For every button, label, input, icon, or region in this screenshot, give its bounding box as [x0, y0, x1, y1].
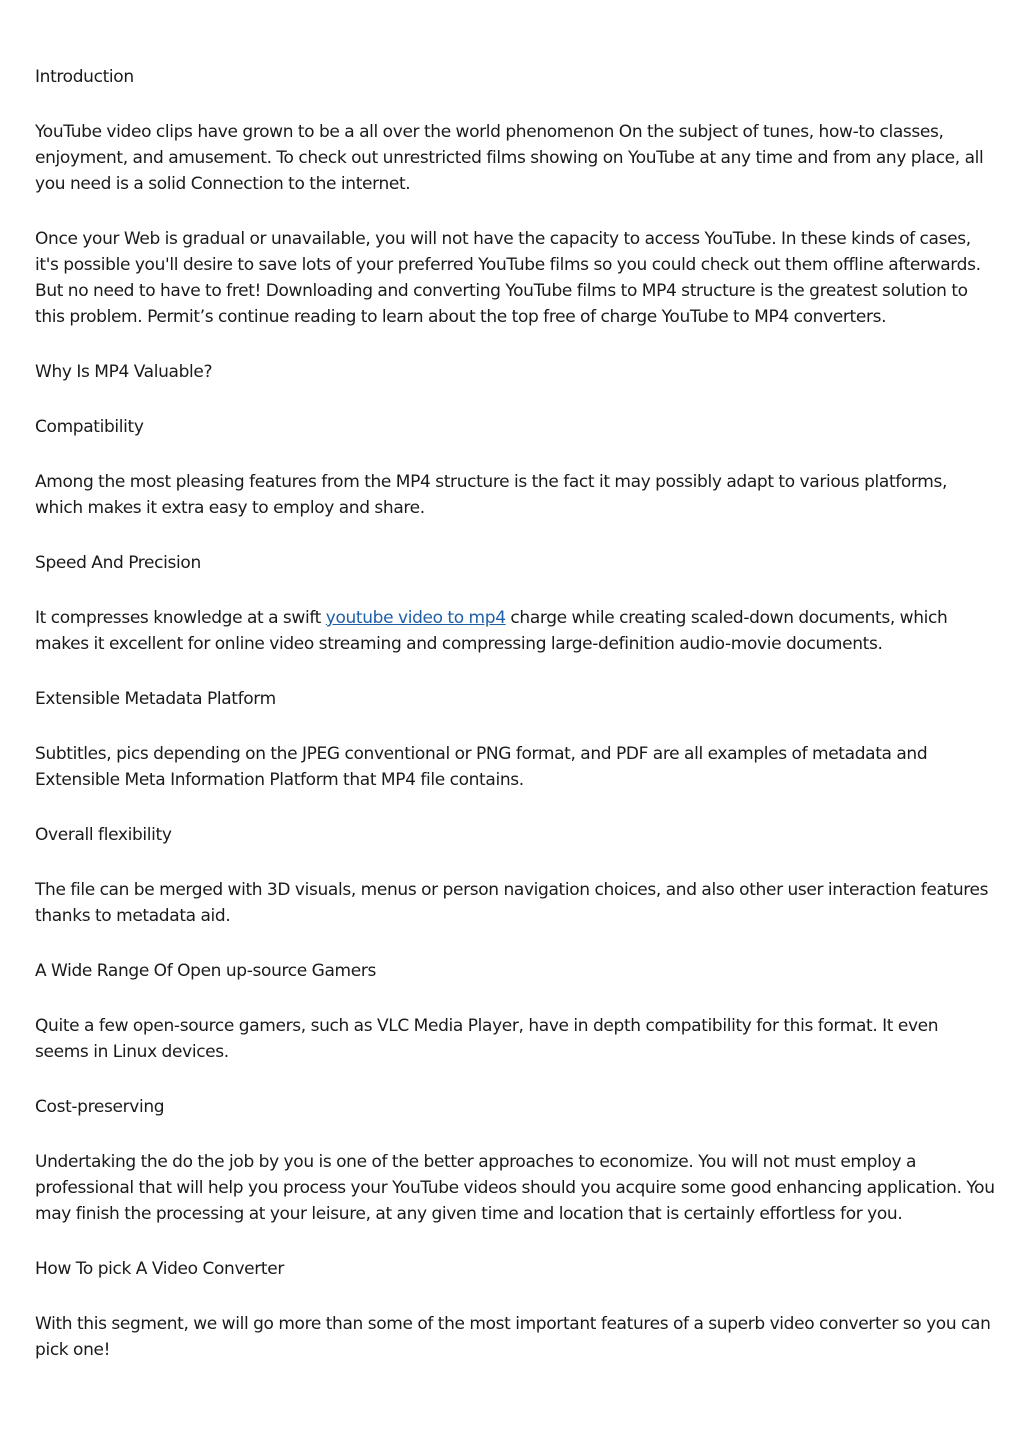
- heading-speed-precision: Speed And Precision: [35, 553, 201, 573]
- heading-metadata-platform: Extensible Metadata Platform: [35, 689, 276, 709]
- paragraph-speed: [35, 605, 995, 657]
- paragraph-cost: Undertaking the do the job by you is one of the better approaches to economize. You will not must employ a professional that will help you process your YouTube videos should you acquire some good enhancing application. You may finish the processing at your leisure, at any given time and location that is certainly effortless for you.: [35, 1152, 995, 1224]
- speed-text-after: charge while creating scaled-down documents, which makes it excellent for online video streaming and compressing large-definition audio-movie documents.: [35, 608, 948, 654]
- paragraph-metadata: Subtitles, pics depending on the JPEG conventional or PNG format, and PDF are all examples of metadata and Extensible Meta Information Platform that MP4 file contains.: [35, 744, 928, 790]
- heading-open-source-gamers: A Wide Range Of Open up-source Gamers: [35, 961, 376, 981]
- speed-text-before: It compresses knowledge at a swift: [35, 608, 326, 628]
- heading-why-mp4: Why Is MP4 Valuable?: [35, 362, 213, 382]
- paragraph-flexibility: The file can be merged with 3D visuals, menus or person navigation choices, and also other user interaction features thanks to metadata aid.: [35, 880, 989, 926]
- paragraph-intro-2: Once your Web is gradual or unavailable, you will not have the capacity to access YouTube. In these kinds of cases, it's possible you'll desire to save lots of your preferred YouTube films so you could check out them offline afterwards. But no need to have to fret! Downloading and converting YouTube films to MP4 structure is the greatest solution to this problem. Permit’s continue reading to learn about the top free of charge YouTube to MP4 converters.: [35, 229, 981, 327]
- heading-pick-converter: How To pick A Video Converter: [35, 1259, 284, 1279]
- heading-introduction: Introduction: [35, 67, 134, 87]
- document-body: [35, 64, 995, 1392]
- youtube-to-mp4-link[interactable]: youtube video to mp4: [325, 608, 506, 628]
- heading-compatibility: Compatibility: [35, 417, 144, 437]
- heading-cost-preserving: Cost-preserving: [35, 1097, 165, 1117]
- paragraph-intro-1: YouTube video clips have grown to be a all over the world phenomenon On the subject of tunes, how-to classes, enjoyment, and amusement. To check out unrestricted films showing on YouTube at any time and from any place, all you need is a solid Connection to the internet.: [35, 122, 984, 194]
- paragraph-pick-converter: With this segment, we will go more than some of the most important features of a superb video converter so you can pick one!: [35, 1314, 991, 1360]
- paragraph-open-source: Quite a few open-source gamers, such as VLC Media Player, have in depth compatibility for this format. It even seems in Linux devices.: [35, 1016, 939, 1062]
- paragraph-compatibility: Among the most pleasing features from the MP4 structure is the fact it may possibly adapt to various platforms, which makes it extra easy to employ and share.: [35, 472, 948, 518]
- heading-flexibility: Overall flexibility: [35, 825, 172, 845]
